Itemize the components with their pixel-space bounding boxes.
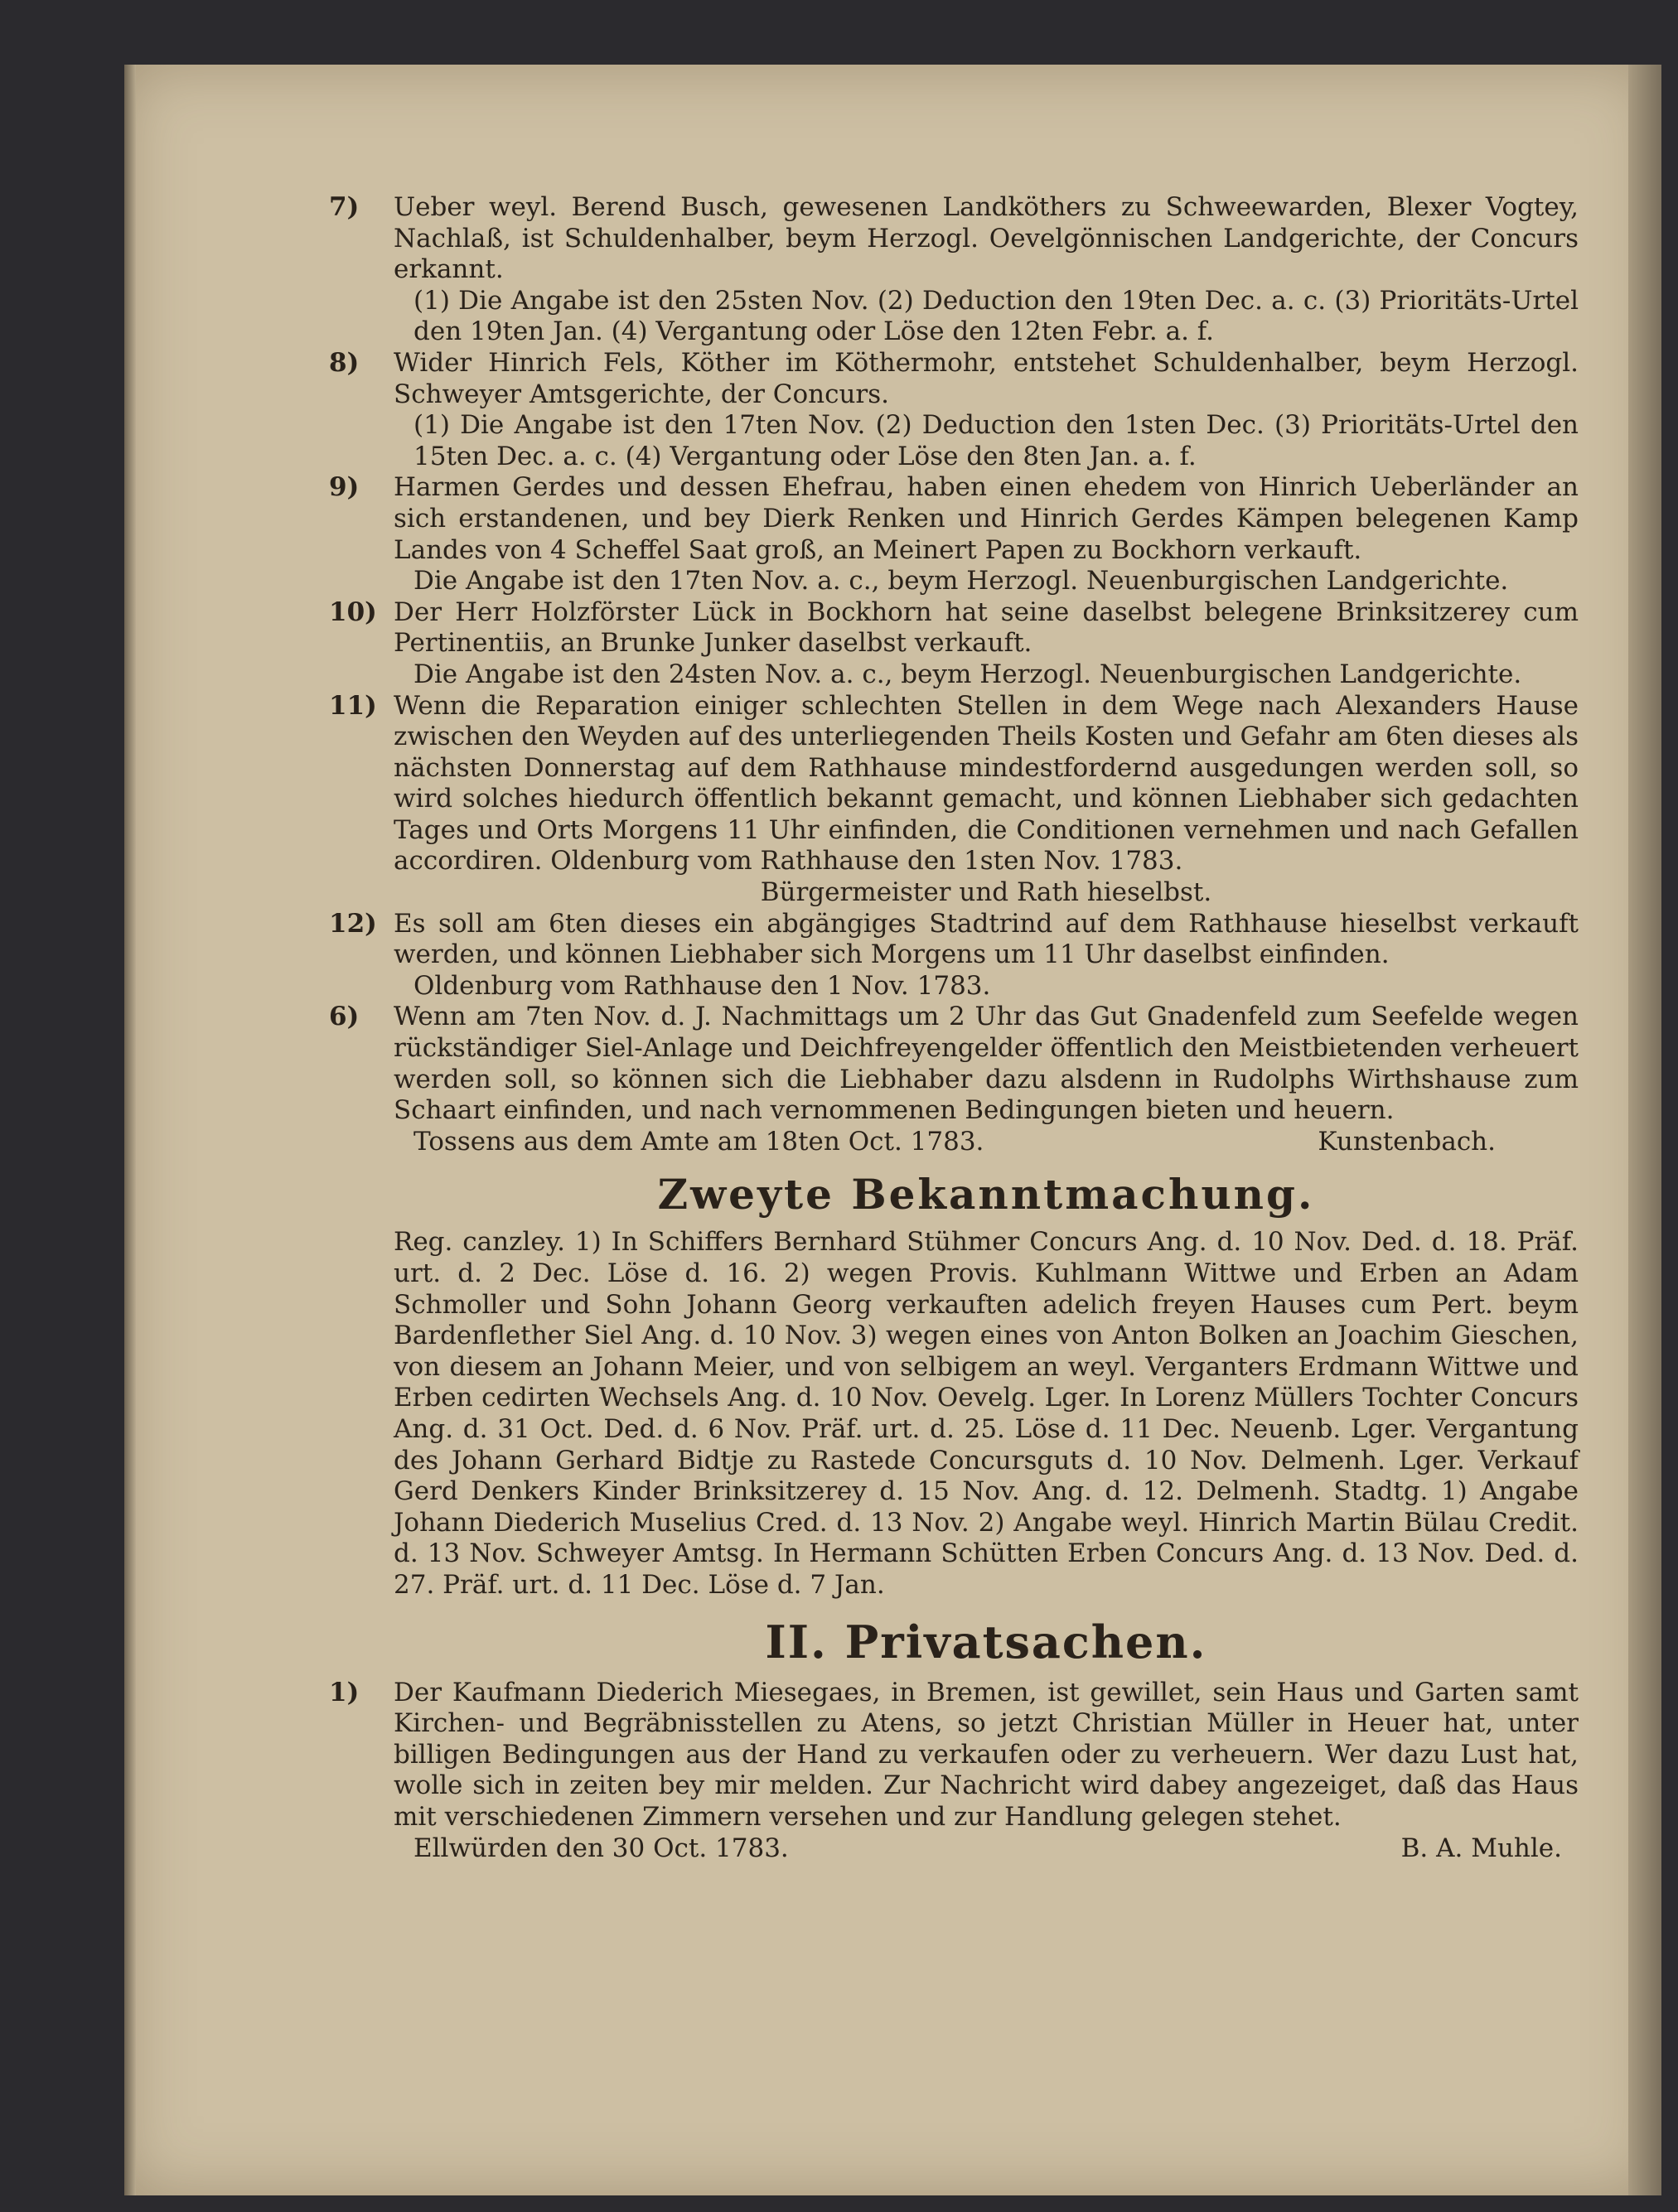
text-block [329, 192, 1579, 1864]
entry-number: 10) [329, 596, 377, 627]
notice-11 [329, 690, 1579, 909]
section-heading-zweyte-bekanntmachung: Zweyte Bekanntmachung. [657, 1170, 1315, 1219]
entry-number: 6) [329, 1002, 360, 1032]
entry-dates: Die Angabe ist den 24sten Nov. a. c., beym Herzogl. Neuenburgischen Landgerichte. [413, 659, 1522, 689]
binding-spine [124, 65, 136, 2195]
notice-6 [329, 1002, 1579, 1157]
court-notices-list: Reg. canzley. 1) In Schiffers Bernhard Stühmer Concurs Ang. d. 10 Nov. Ded. d. 18. Präf. urt. d. 2 Dec. Löse d. 16. 2) wegen Provis. Kuhlmann Wittwe und Erben an Adam Schmoller und Sohn Johann Georg verkauften adelich freyen Hauses cum Pert. beym Bardenflether Siel Ang. d. 10 Nov. 3) wegen eines von Anton Bolken an Joachim Gieschen, von diesem an Johann Meier, und von selbigem an weyl. Verganters Erdmann Wittwe und Erben cedirten Wechsels Ang. d. 10 Nov. Oevelg. Lger. In Lorenz Müllers Tochter Concurs Ang. d. 31 Oct. Ded. d. 6 Nov. Präf. urt. d. 25. Löse d. 11 Dec. Neuenb. Lger. Vergantung des Johann Gerhard Bidtje zu Rastede Concursguts d. 10 Nov. Delmenh. Lger. Verkauf Gerd Denkers Kinder Brinksitzerey d. 15 Nov. Ang. d. 12. Delmenh. Stadtg. 1) Angabe Johann Diederich Muselius Cred. d. 13 Nov. 2) Angabe weyl. Hinrich Martin Bülau Credit. d. 13 Nov. Schweyer Amtsg. In Hermann Schütten Erben Concurs Ang. d. 13 Nov. Ded. d. 27. Präf. urt. d. 11 Dec. Löse d. 7 Jan. [394, 1227, 1579, 1600]
entry-number: 7) [329, 192, 360, 222]
entry-signature: Kunstenbach. [1318, 1126, 1496, 1157]
entry-sign-line [394, 1833, 1579, 1865]
page-edge [1628, 65, 1661, 2195]
entry-sign-line [394, 1127, 1579, 1158]
entry-body: Wider Hinrich Fels, Köther im Köthermohr, entstehet Schuldenhalber, beym Herzogl. Schweyer Amtsgerichte, der Concurs. [394, 347, 1579, 409]
entry-place-date: Oldenburg vom Rathhause den 1 Nov. 1783. [413, 970, 991, 1001]
notice-9 [329, 472, 1579, 596]
notice-12 [329, 908, 1579, 1002]
entry-body: Wenn am 7ten Nov. d. J. Nachmittags um 2 Uhr das Gut Gnadenfeld zum Seefelde wegen rückständiger Siel-Anlage und Deichfreyengelder öffentlich den Meistbietenden verheuert werden soll, so können sich die Liebhaber dazu alsdenn in Rudolphs Wirthshause zum Schaart einfinden, und nach vernommenen Bedingungen bieten und heuern. [394, 1002, 1579, 1126]
entry-number: 11) [329, 690, 377, 721]
entry-dates: (1) Die Angabe ist den 17ten Nov. (2) Deduction den 1sten Dec. (3) Prioritäts-Urtel den 15ten Dec. a. c. (4) Vergantung oder Löse den 8ten Jan. a. f. [413, 410, 1579, 471]
entry-dates: (1) Die Angabe ist den 25sten Nov. (2) Deduction den 19ten Dec. a. c. (3) Prioritäts-Urtel den 19ten Jan. (4) Vergantung oder Löse den 12ten Febr. a. f. [413, 285, 1579, 347]
entry-body: Es soll am 6ten dieses ein abgängiges Stadtrind auf dem Rathhause hieselbst verkauft werden, und können Liebhaber sich Morgens um 11 Uhr daselbst einfinden. [394, 908, 1579, 970]
entry-body: Harmen Gerdes und dessen Ehefrau, haben einen ehedem von Hinrich Ueberländer an sich erstandenen, und bey Dierk Renken und Hinrich Gerdes Kämpen belegenen Kamp Landes von 4 Scheffel Saat groß, an Meinert Papen zu Bockhorn verkauft. [394, 472, 1579, 565]
entry-body: Der Kaufmann Diederich Miesegaes, in Bremen, ist gewillet, sein Haus und Garten samt Kirchen- und Begräbnisstellen zu Atens, so jetzt Christian Müller in Heuer hat, unter billigen Bedingungen aus der Hand zu verkaufen oder zu verheuern. Wer dazu Lust hat, wolle sich in zeiten bey mir melden. Zur Nachricht wird dabey angezeiget, daß das Haus mit verschiedenen Zimmern versehen und zur Handlung gelegen stehet. [394, 1677, 1579, 1832]
entry-place-date: Ellwürden den 30 Oct. 1783. [413, 1833, 789, 1863]
entry-signature: B. A. Muhle. [1400, 1833, 1562, 1863]
section-heading-privatsachen: II. Privatsachen. [765, 1615, 1207, 1669]
entry-body: Wenn die Reparation einiger schlechten Stellen in dem Wege nach Alexanders Hause zwischen den Weyden auf des unterliegenden Theils Kosten und Gefahr am 6ten dieses als nächsten Donnerstag auf dem Rathhause mindestfordernd ausgedungen werden soll, so wird solches hiedurch öffentlich bekannt gemacht, und können Liebhaber sich gedachten Tages und Orts Morgens 11 Uhr einfinden, die Conditionen vernehmen und nach Gefallen accordiren. Oldenburg vom Rathhause den 1sten Nov. 1783. [394, 690, 1579, 877]
entry-dates: Die Angabe ist den 17ten Nov. a. c., beym Herzogl. Neuenburgischen Landgerichte. [413, 566, 1509, 596]
entry-signature: Bürgermeister und Rath hieselbst. [760, 877, 1212, 908]
entry-number: 9) [329, 472, 360, 503]
notice-7 [329, 192, 1579, 348]
entry-place-date: Tossens aus dem Amte am 18ten Oct. 1783. [413, 1126, 984, 1157]
notice-10 [329, 596, 1579, 691]
notice-8 [329, 347, 1579, 472]
entry-body: Der Herr Holzförster Lück in Bockhorn hat seine daselbst belegene Brinksitzerey cum Pertinentiis, an Brunke Junker daselbst verkauft. [394, 596, 1579, 659]
entry-number: 12) [329, 908, 377, 939]
entry-number: 8) [329, 347, 360, 378]
entry-body: Ueber weyl. Berend Busch, gewesenen Landköthers zu Schweewarden, Blexer Vogtey, Nachlaß, ist Schuldenhalber, beym Herzogl. Oevelgönnischen Landgerichte, der Concurs erkannt. [394, 192, 1579, 285]
private-notice-1 [329, 1677, 1579, 1865]
entry-number: 1) [329, 1677, 360, 1707]
